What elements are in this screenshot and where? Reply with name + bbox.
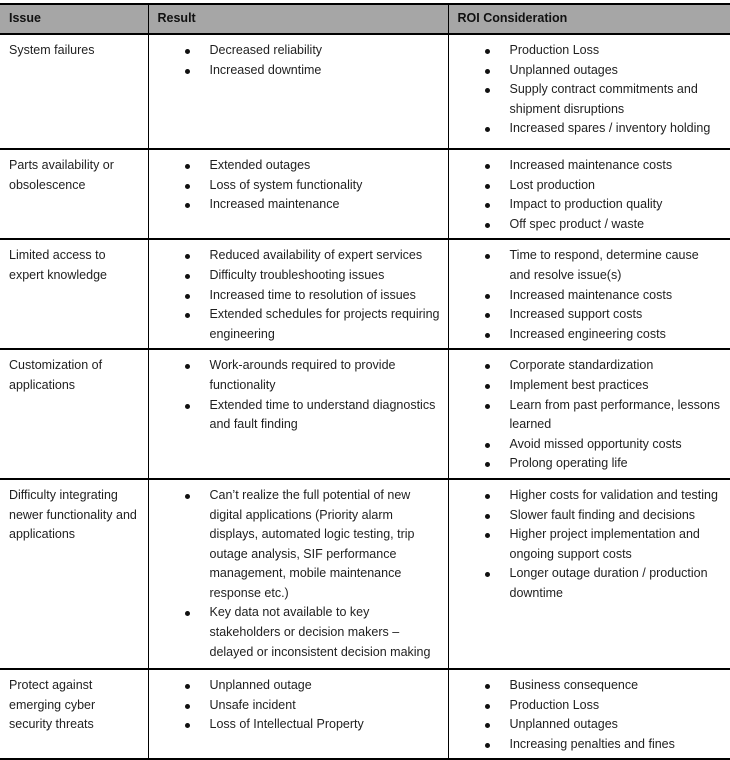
result-item-text: Decreased reliability (210, 41, 448, 61)
bullet-icon (485, 333, 490, 338)
list-item (449, 715, 730, 735)
result-cell (148, 349, 448, 479)
result-cell (148, 239, 448, 349)
roi-item-text: Increased maintenance costs (510, 286, 730, 306)
roi-item-text: Supply contract commitments and shipment disruptions (510, 80, 730, 119)
list-item (149, 396, 448, 435)
result-item-text: Can’t realize the full potential of new digital applications (Priority alarm displays, automated logic testing, trip outage analysis, SIF performance management, mobile maintenance response etc.) (210, 486, 448, 604)
bullet-icon (185, 364, 190, 369)
result-list (149, 35, 448, 84)
table-row (0, 669, 730, 759)
roi-item-text: Increased spares / inventory holding (510, 119, 730, 139)
bullet-icon (485, 723, 490, 728)
bullet-icon (485, 223, 490, 228)
roi-list (449, 35, 730, 143)
roi-item-text: Higher costs for validation and testing (510, 486, 730, 506)
table-row (0, 34, 730, 149)
table-body (0, 34, 730, 759)
roi-cell (448, 669, 730, 759)
result-item-text: Reduced availability of expert services (210, 246, 448, 266)
result-list (149, 350, 448, 438)
bullet-icon (485, 514, 490, 519)
roi-item-text: Avoid missed opportunity costs (510, 435, 730, 455)
list-item (149, 356, 448, 395)
list-item (449, 325, 730, 345)
bullet-icon (185, 294, 190, 299)
list-item (449, 376, 730, 396)
bullet-icon (485, 462, 490, 467)
header-row (0, 4, 730, 34)
roi-cell (448, 239, 730, 349)
roi-item-text: Longer outage duration / production downtime (510, 564, 730, 603)
result-item-text: Extended outages (210, 156, 448, 176)
list-item (449, 246, 730, 285)
list-item (449, 215, 730, 235)
bullet-icon (485, 704, 490, 709)
list-item (449, 564, 730, 603)
bullet-icon (485, 743, 490, 748)
list-item (449, 454, 730, 474)
result-item-text: Key data not available to key stakeholders or decision makers – delayed or inconsistent decision making (210, 603, 448, 662)
list-item (149, 715, 448, 735)
issue-cell: Limited access to expert knowledge (0, 239, 148, 349)
result-cell (148, 34, 448, 149)
result-item-text: Difficulty troubleshooting issues (210, 266, 448, 286)
roi-item-text: Unplanned outages (510, 715, 730, 735)
result-item-text: Unsafe incident (210, 696, 448, 716)
result-item-text: Loss of Intellectual Property (210, 715, 448, 735)
roi-item-text: Increased maintenance costs (510, 156, 730, 176)
list-item (149, 266, 448, 286)
roi-list (449, 150, 730, 238)
bullet-icon (485, 164, 490, 169)
bullet-icon (485, 127, 490, 132)
roi-item-text: Implement best practices (510, 376, 730, 396)
roi-list (449, 240, 730, 348)
bullet-icon (485, 404, 490, 409)
bullet-icon (485, 69, 490, 74)
list-item (149, 603, 448, 662)
result-cell (148, 669, 448, 759)
list-item (149, 486, 448, 604)
list-item (449, 156, 730, 176)
roi-item-text: Lost production (510, 176, 730, 196)
bullet-icon (485, 684, 490, 689)
bullet-icon (185, 494, 190, 499)
bullet-icon (185, 723, 190, 728)
list-item (149, 41, 448, 61)
roi-item-text: Increased engineering costs (510, 325, 730, 345)
table-row (0, 349, 730, 479)
bullet-icon (485, 443, 490, 448)
list-item (449, 195, 730, 215)
roi-item-text: Production Loss (510, 696, 730, 716)
list-item (449, 735, 730, 755)
issue-cell: Difficulty integrating newer functionality and applications (0, 479, 148, 669)
bullet-icon (185, 254, 190, 259)
bullet-icon (485, 254, 490, 259)
result-item-text: Extended time to understand diagnostics and fault finding (210, 396, 448, 435)
bullet-icon (485, 364, 490, 369)
roi-item-text: Off spec product / waste (510, 215, 730, 235)
issue-cell: Protect against emerging cyber security threats (0, 669, 148, 759)
bullet-icon (485, 494, 490, 499)
roi-cell (448, 349, 730, 479)
roi-item-text: Higher project implementation and ongoing support costs (510, 525, 730, 564)
result-list (149, 670, 448, 739)
list-item (449, 61, 730, 81)
bullet-icon (185, 404, 190, 409)
result-item-text: Extended schedules for projects requiring engineering (210, 305, 448, 344)
roi-list (449, 670, 730, 758)
list-item (449, 435, 730, 455)
roi-item-text: Impact to production quality (510, 195, 730, 215)
roi-cell (448, 149, 730, 239)
bullet-icon (485, 49, 490, 54)
list-item (149, 61, 448, 81)
bullet-icon (185, 184, 190, 189)
list-item (149, 195, 448, 215)
bullet-icon (185, 49, 190, 54)
list-item (449, 176, 730, 196)
list-item (449, 676, 730, 696)
bullet-icon (185, 274, 190, 279)
bullet-icon (485, 313, 490, 318)
bullet-icon (185, 704, 190, 709)
roi-item-text: Increasing penalties and fines (510, 735, 730, 755)
list-item (449, 525, 730, 564)
list-item (449, 286, 730, 306)
result-item-text: Increased maintenance (210, 195, 448, 215)
bullet-icon (185, 313, 190, 318)
result-item-text: Loss of system functionality (210, 176, 448, 196)
bullet-icon (485, 572, 490, 577)
bullet-icon (485, 533, 490, 538)
roi-item-text: Corporate standardization (510, 356, 730, 376)
issue-cell: Parts availability or obsolescence (0, 149, 148, 239)
roi-cell (448, 34, 730, 149)
result-list (149, 480, 448, 666)
bullet-icon (485, 88, 490, 93)
result-cell (148, 149, 448, 239)
list-item (449, 41, 730, 61)
bullet-icon (485, 203, 490, 208)
bullet-icon (485, 384, 490, 389)
list-item (149, 246, 448, 266)
result-cell (148, 479, 448, 669)
list-item (449, 506, 730, 526)
list-item (449, 356, 730, 376)
list-item (149, 305, 448, 344)
roi-item-text: Time to respond, determine cause and resolve issue(s) (510, 246, 730, 285)
list-item (449, 396, 730, 435)
list-item (149, 156, 448, 176)
roi-list (449, 350, 730, 478)
bullet-icon (185, 684, 190, 689)
roi-item-text: Production Loss (510, 41, 730, 61)
bullet-icon (185, 69, 190, 74)
roi-cell (448, 479, 730, 669)
list-item (149, 176, 448, 196)
bullet-icon (485, 294, 490, 299)
bullet-icon (185, 611, 190, 616)
list-item (449, 305, 730, 325)
table-row (0, 239, 730, 349)
list-item (449, 696, 730, 716)
column-header-roi: ROI Consideration (448, 4, 730, 34)
list-item (449, 486, 730, 506)
issues-roi-table (0, 3, 730, 760)
list-item (449, 119, 730, 139)
bullet-icon (185, 164, 190, 169)
list-item (149, 696, 448, 716)
roi-item-text: Prolong operating life (510, 454, 730, 474)
roi-item-text: Slower fault finding and decisions (510, 506, 730, 526)
result-list (149, 150, 448, 219)
issue-cell: Customization of applications (0, 349, 148, 479)
roi-item-text: Business consequence (510, 676, 730, 696)
result-item-text: Increased time to resolution of issues (210, 286, 448, 306)
list-item (149, 676, 448, 696)
result-list (149, 240, 448, 348)
roi-item-text: Unplanned outages (510, 61, 730, 81)
table-row (0, 479, 730, 669)
roi-item-text: Learn from past performance, lessons learned (510, 396, 730, 435)
bullet-icon (185, 203, 190, 208)
roi-list (449, 480, 730, 608)
list-item (449, 80, 730, 119)
list-item (149, 286, 448, 306)
column-header-result: Result (148, 4, 448, 34)
bullet-icon (485, 184, 490, 189)
table-row (0, 149, 730, 239)
roi-item-text: Increased support costs (510, 305, 730, 325)
result-item-text: Work-arounds required to provide functionality (210, 356, 448, 395)
result-item-text: Increased downtime (210, 61, 448, 81)
result-item-text: Unplanned outage (210, 676, 448, 696)
issue-cell: System failures (0, 34, 148, 149)
column-header-issue: Issue (0, 4, 148, 34)
